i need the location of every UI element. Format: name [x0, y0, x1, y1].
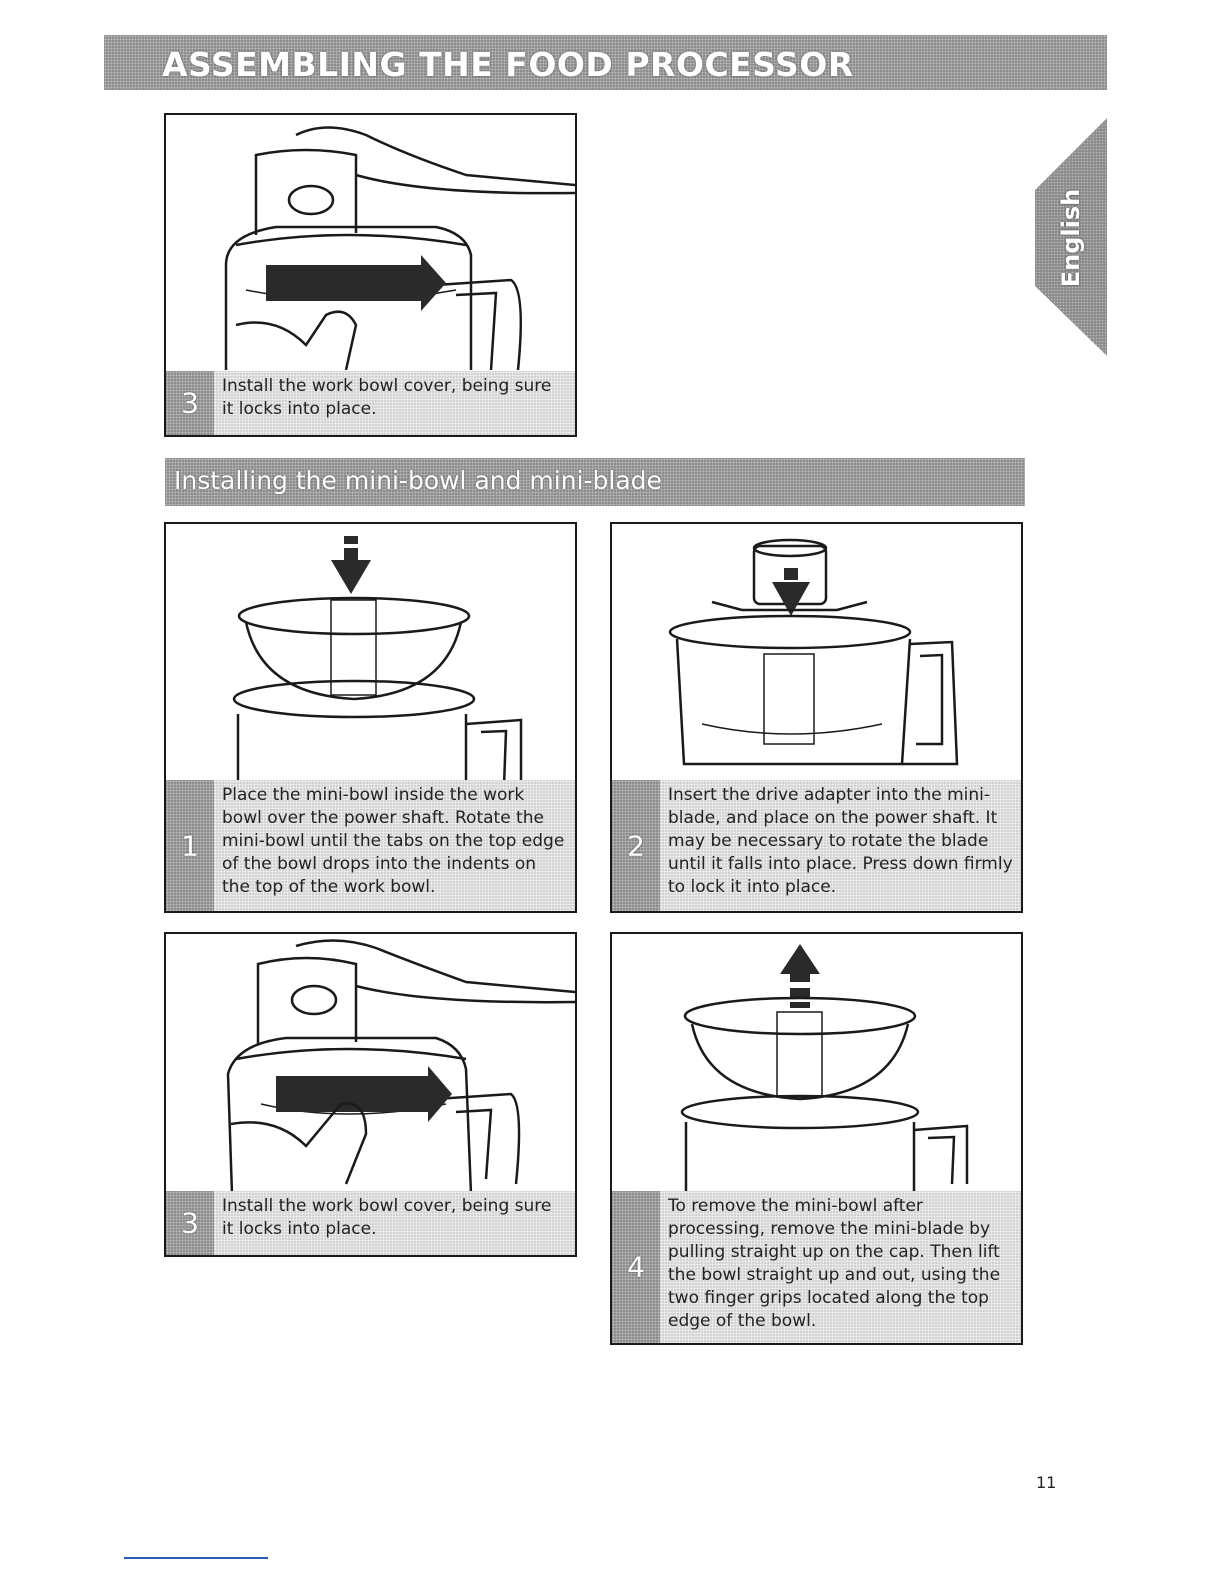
- illustration-insert-drive-adapter: [612, 524, 1021, 786]
- step-panel-1: [164, 522, 577, 913]
- step-text: Place the mini-bowl inside the work bowl over the power shaft. Rotate the mini-bowl until the tabs on the top edge of the bowl drops into the indents on the top of the work bowl.: [222, 785, 565, 897]
- step-number: 4: [627, 1250, 645, 1284]
- step-caption: [166, 780, 575, 911]
- step-number: 1: [181, 829, 199, 862]
- step-panel-2: [610, 522, 1023, 913]
- step-text: Install the work bowl cover, being sure it locks into place.: [222, 376, 552, 419]
- step-number-badge: [166, 780, 214, 911]
- step-panel-3: [164, 932, 577, 1257]
- step-panel-top-3: [164, 113, 577, 437]
- language-tab: [1035, 118, 1107, 356]
- step-caption: [166, 1191, 575, 1255]
- step-text: Install the work bowl cover, being sure it locks into place.: [222, 1196, 552, 1239]
- step-number-badge: [612, 1191, 660, 1343]
- step-text-box: [660, 780, 1021, 911]
- illustration-remove-mini-bowl: [612, 934, 1021, 1194]
- page-header-bar: [104, 35, 1107, 90]
- step-caption: [612, 1191, 1021, 1343]
- step-number-badge: [166, 1191, 214, 1255]
- step-text: Insert the drive adapter into the mini-blade, and place on the power shaft. It may be necessary to rotate the blade until it falls into place. Press down firmly to lock it into place.: [668, 785, 1013, 897]
- step-number-badge: [166, 371, 214, 435]
- step-caption: [612, 780, 1021, 911]
- footer-rule: [124, 1557, 268, 1559]
- page-number: 11: [1036, 1473, 1057, 1492]
- step-text-box: [214, 371, 575, 435]
- section-title: Installing the mini-bowl and mini-blade: [174, 466, 662, 495]
- language-tab-label: English: [1057, 188, 1085, 288]
- step-number: 3: [181, 386, 199, 420]
- step-text-box: [214, 780, 575, 911]
- step-text-box: [660, 1191, 1021, 1343]
- step-text-box: [214, 1191, 575, 1255]
- step-text: To remove the mini-bowl after processing, remove the mini-blade by pulling straight up on the cap. Then lift the bowl straight up and out, using the two finger grips located along the top edge of the bowl.: [668, 1196, 1001, 1331]
- illustration-install-cover: [166, 115, 575, 370]
- illustration-place-mini-bowl: [166, 524, 575, 786]
- illustration-install-cover-mini: [166, 934, 575, 1194]
- section-header-bar: [165, 458, 1025, 506]
- step-number: 3: [181, 1206, 199, 1240]
- step-panel-4: [610, 932, 1023, 1345]
- step-caption: [166, 371, 575, 435]
- step-number-badge: [612, 780, 660, 911]
- step-number: 2: [627, 829, 645, 862]
- page-title: ASSEMBLING THE FOOD PROCESSOR: [162, 45, 854, 84]
